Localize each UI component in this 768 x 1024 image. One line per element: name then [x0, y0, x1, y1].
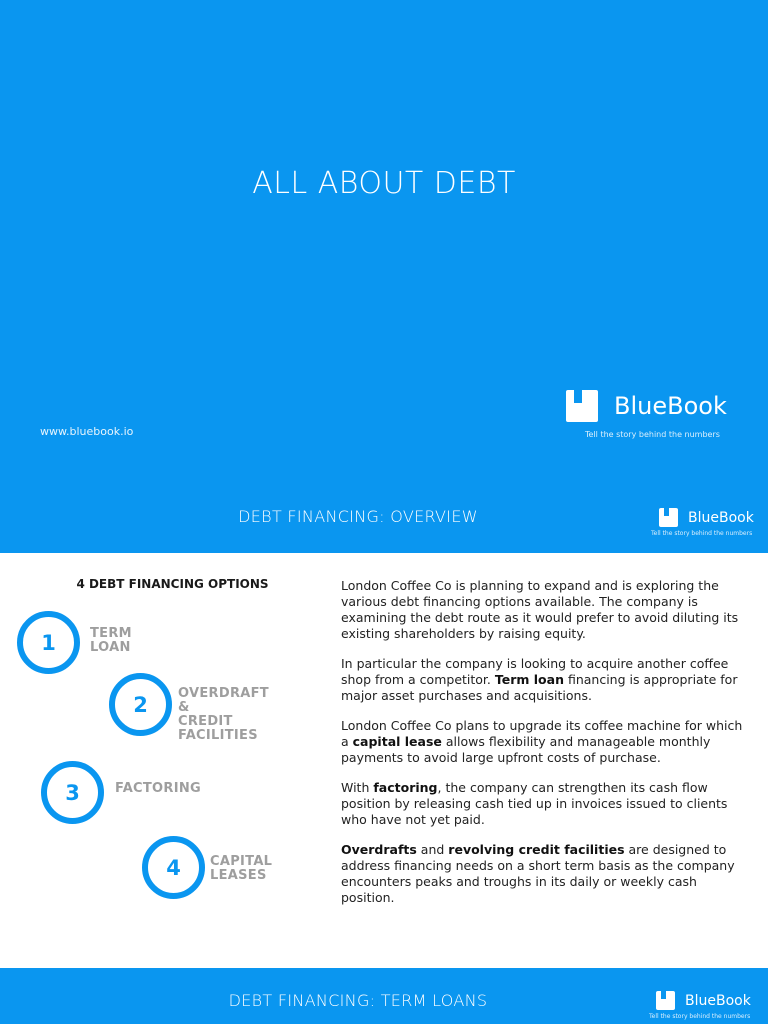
paragraph-factoring: With factoring, the company can strengthen its cash flow position by releasing cash tied up in invoices issued to clients who have not yet paid. — [341, 780, 728, 827]
overview-header — [0, 473, 768, 553]
option-number-circle: 2 — [109, 673, 172, 736]
logo-tagline: Tell the story behind the numbers — [585, 430, 720, 439]
logo-wordmark: BlueBook — [614, 392, 727, 420]
cover-slide — [0, 0, 768, 473]
paragraph-term-loan: In particular the company is looking to acquire another coffee shop from a competitor. Term loan financing is appropriate for major asset purchases and acquisitions. — [341, 656, 738, 703]
paragraph-overdrafts: Overdrafts and revolving credit facilities are designed to address financing needs on a short term basis as the company encounters peaks and troughs in its daily or weekly cash position. — [341, 842, 735, 905]
paragraph-capital-lease: London Coffee Co plans to upgrade its coffee machine for which a capital lease allows flexibility and manageable monthly payments to avoid large upfront costs of purchase. — [341, 718, 743, 765]
overview-title: DEBT FINANCING: OVERVIEW — [238, 507, 478, 526]
logo-wordmark: BlueBook — [688, 509, 754, 526]
option-label: FACTORING — [115, 781, 202, 796]
cover-title: ALL ABOUT DEBT — [252, 166, 516, 201]
term-loans-title: DEBT FINANCING: TERM LOANS — [228, 991, 488, 1010]
option-number-circle: 1 — [17, 611, 80, 674]
option-number-circle: 4 — [142, 836, 205, 899]
bluebook-logo — [656, 991, 751, 1010]
book-icon — [656, 991, 675, 1010]
website-url[interactable]: www.bluebook.io — [40, 425, 134, 438]
logo-tagline: Tell the story behind the numbers — [649, 1013, 751, 1020]
overview-body — [341, 578, 746, 920]
bluebook-logo — [566, 390, 727, 422]
options-heading: 4 DEBT FINANCING OPTIONS — [76, 577, 269, 591]
book-icon — [659, 508, 678, 527]
logo-tagline: Tell the story behind the numbers — [651, 530, 753, 537]
bluebook-logo — [659, 508, 754, 527]
option-label: TERM LOAN — [90, 626, 132, 655]
option-label: CAPITAL LEASES — [210, 854, 273, 883]
option-label: OVERDRAFT & CREDIT FACILITIES — [178, 686, 269, 743]
logo-wordmark: BlueBook — [685, 992, 751, 1009]
term-loans-header — [0, 968, 768, 1024]
book-icon — [566, 390, 598, 422]
option-number-circle: 3 — [41, 761, 104, 824]
paragraph-intro: London Coffee Co is planning to expand and is exploring the various debt financing options available. The company is examining the debt route as it would prefer to avoid diluting its existing shareholders by raising equity. — [341, 578, 739, 641]
